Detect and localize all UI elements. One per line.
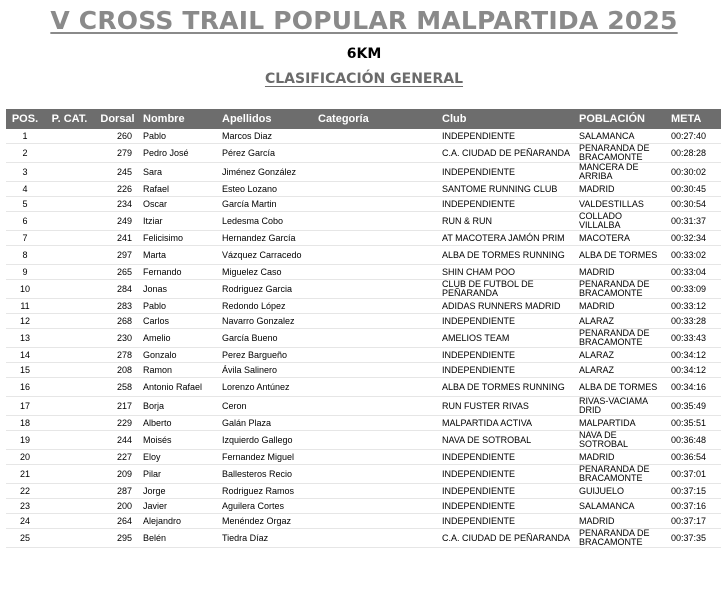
cell-poblacion: MADRID <box>576 299 668 314</box>
cell-dorsal: 226 <box>95 182 140 197</box>
cell-pcat <box>44 416 95 431</box>
cell-meta: 00:30:02 <box>668 163 721 182</box>
cell-apellidos: Galán Plaza <box>219 416 315 431</box>
cell-categoria <box>315 431 439 450</box>
cell-categoria <box>315 314 439 329</box>
table-row <box>6 265 721 280</box>
cell-pos: 3 <box>6 163 44 182</box>
cell-categoria <box>315 197 439 212</box>
cell-pcat <box>44 397 95 416</box>
table-row <box>6 378 721 397</box>
table-row <box>6 231 721 246</box>
cell-nombre: Felicisimo <box>140 231 219 246</box>
table-row <box>6 314 721 329</box>
cell-pos: 5 <box>6 197 44 212</box>
cell-dorsal: 287 <box>95 484 140 499</box>
cell-nombre: Pablo <box>140 299 219 314</box>
cell-meta: 00:34:12 <box>668 348 721 363</box>
cell-apellidos: Ceron <box>219 397 315 416</box>
cell-poblacion: COLLADO VILLALBA <box>576 212 668 231</box>
cell-categoria <box>315 514 439 529</box>
cell-pcat <box>44 484 95 499</box>
cell-meta: 00:27:40 <box>668 129 721 144</box>
cell-poblacion: ALARAZ <box>576 363 668 378</box>
cell-nombre: Borja <box>140 397 219 416</box>
table-row <box>6 163 721 182</box>
cell-poblacion: GUIJUELO <box>576 484 668 499</box>
col-header-categoria: Categoría <box>315 109 439 129</box>
cell-categoria <box>315 378 439 397</box>
cell-poblacion: SALAMANCA <box>576 499 668 514</box>
cell-poblacion: RIVAS-VACIAMA DRID <box>576 397 668 416</box>
cell-club: INDEPENDIENTE <box>439 465 576 484</box>
cell-meta: 00:34:16 <box>668 378 721 397</box>
cell-club: RUN & RUN <box>439 212 576 231</box>
cell-dorsal: 229 <box>95 416 140 431</box>
cell-meta: 00:33:43 <box>668 329 721 348</box>
table-row <box>6 416 721 431</box>
cell-meta: 00:35:51 <box>668 416 721 431</box>
cell-dorsal: 295 <box>95 529 140 548</box>
table-body <box>6 129 721 548</box>
cell-pcat <box>44 299 95 314</box>
cell-pcat <box>44 465 95 484</box>
cell-dorsal: 234 <box>95 197 140 212</box>
cell-meta: 00:32:34 <box>668 231 721 246</box>
cell-club: AMELIOS TEAM <box>439 329 576 348</box>
col-header-pcat: P. CAT. <box>44 109 95 129</box>
cell-nombre: Javier <box>140 499 219 514</box>
cell-meta: 00:30:54 <box>668 197 721 212</box>
cell-pos: 6 <box>6 212 44 231</box>
cell-poblacion: SALAMANCA <box>576 129 668 144</box>
cell-pos: 25 <box>6 529 44 548</box>
cell-dorsal: 245 <box>95 163 140 182</box>
table-row <box>6 431 721 450</box>
cell-nombre: Alberto <box>140 416 219 431</box>
cell-meta: 00:33:12 <box>668 299 721 314</box>
cell-dorsal: 208 <box>95 363 140 378</box>
cell-nombre: Sara <box>140 163 219 182</box>
cell-categoria <box>315 397 439 416</box>
table-row <box>6 212 721 231</box>
cell-pos: 21 <box>6 465 44 484</box>
col-header-apellidos: Apellidos <box>219 109 315 129</box>
cell-dorsal: 230 <box>95 329 140 348</box>
cell-meta: 00:37:17 <box>668 514 721 529</box>
table-row <box>6 182 721 197</box>
cell-pcat <box>44 144 95 163</box>
cell-categoria <box>315 280 439 299</box>
cell-pcat <box>44 514 95 529</box>
cell-meta: 00:37:01 <box>668 465 721 484</box>
distance-label: 6KM <box>346 46 382 62</box>
cell-pos: 13 <box>6 329 44 348</box>
cell-nombre: Moisés <box>140 431 219 450</box>
cell-categoria <box>315 212 439 231</box>
cell-pcat <box>44 378 95 397</box>
cell-club: INDEPENDIENTE <box>439 363 576 378</box>
cell-meta: 00:33:09 <box>668 280 721 299</box>
cell-dorsal: 241 <box>95 231 140 246</box>
cell-pcat <box>44 231 95 246</box>
table-row <box>6 363 721 378</box>
cell-apellidos: Ávila Salinero <box>219 363 315 378</box>
cell-apellidos: Navarro Gonzalez <box>219 314 315 329</box>
cell-meta: 00:28:28 <box>668 144 721 163</box>
table-row <box>6 329 721 348</box>
cell-categoria <box>315 499 439 514</box>
cell-poblacion: MADRID <box>576 182 668 197</box>
cell-apellidos: Izquierdo Gallego <box>219 431 315 450</box>
cell-nombre: Oscar <box>140 197 219 212</box>
cell-poblacion: MACOTERA <box>576 231 668 246</box>
cell-meta: 00:34:12 <box>668 363 721 378</box>
cell-meta: 00:31:37 <box>668 212 721 231</box>
cell-poblacion: MALPARTIDA <box>576 416 668 431</box>
cell-meta: 00:36:54 <box>668 450 721 465</box>
cell-apellidos: Marcos Diaz <box>219 129 315 144</box>
cell-nombre: Pablo <box>140 129 219 144</box>
cell-categoria <box>315 529 439 548</box>
cell-poblacion: ALARAZ <box>576 314 668 329</box>
cell-dorsal: 249 <box>95 212 140 231</box>
table-row <box>6 484 721 499</box>
cell-apellidos: García Martin <box>219 197 315 212</box>
cell-pos: 17 <box>6 397 44 416</box>
cell-nombre: Pedro José <box>140 144 219 163</box>
cell-club: SANTOME RUNNING CLUB <box>439 182 576 197</box>
cell-dorsal: 278 <box>95 348 140 363</box>
cell-pos: 8 <box>6 246 44 265</box>
cell-categoria <box>315 299 439 314</box>
cell-pcat <box>44 182 95 197</box>
cell-pcat <box>44 265 95 280</box>
cell-nombre: Carlos <box>140 314 219 329</box>
cell-pcat <box>44 431 95 450</box>
cell-club: NAVA DE SOTROBAL <box>439 431 576 450</box>
cell-apellidos: Perez Bargueño <box>219 348 315 363</box>
cell-pos: 23 <box>6 499 44 514</box>
cell-club: INDEPENDIENTE <box>439 484 576 499</box>
cell-apellidos: Tiedra Díaz <box>219 529 315 548</box>
table-row <box>6 348 721 363</box>
cell-categoria <box>315 163 439 182</box>
cell-pos: 16 <box>6 378 44 397</box>
cell-pcat <box>44 246 95 265</box>
cell-dorsal: 268 <box>95 314 140 329</box>
cell-poblacion: PEÑARANDA DE BRACAMONTE <box>576 280 668 299</box>
cell-meta: 00:36:48 <box>668 431 721 450</box>
table-row <box>6 450 721 465</box>
cell-nombre: Itziar <box>140 212 219 231</box>
cell-pos: 9 <box>6 265 44 280</box>
cell-meta: 00:35:49 <box>668 397 721 416</box>
cell-club: ALBA DE TORMES RUNNING <box>439 378 576 397</box>
cell-poblacion: MANCERA DE ARRIBA <box>576 163 668 182</box>
table-row <box>6 246 721 265</box>
cell-poblacion: ALBA DE TORMES <box>576 378 668 397</box>
cell-nombre: Marta <box>140 246 219 265</box>
cell-pcat <box>44 363 95 378</box>
cell-club: C.A. CIUDAD DE PEÑARANDA <box>439 144 576 163</box>
cell-poblacion: NAVA DE SOTROBAL <box>576 431 668 450</box>
cell-poblacion: PEÑARANDA DE BRACAMONTE <box>576 329 668 348</box>
classification-subtitle: CLASIFICACIÓN GENERAL <box>264 71 464 87</box>
col-header-dorsal: Dorsal <box>95 109 140 129</box>
cell-categoria <box>315 484 439 499</box>
table-row <box>6 465 721 484</box>
table-row <box>6 129 721 144</box>
cell-club: RUN FUSTER RIVAS <box>439 397 576 416</box>
cell-club: INDEPENDIENTE <box>439 348 576 363</box>
cell-poblacion: MADRID <box>576 265 668 280</box>
cell-categoria <box>315 348 439 363</box>
cell-pos: 11 <box>6 299 44 314</box>
cell-pos: 10 <box>6 280 44 299</box>
cell-pcat <box>44 212 95 231</box>
cell-categoria <box>315 450 439 465</box>
cell-dorsal: 217 <box>95 397 140 416</box>
cell-meta: 00:37:16 <box>668 499 721 514</box>
col-header-pos: POS. <box>6 109 44 129</box>
cell-dorsal: 258 <box>95 378 140 397</box>
table-row <box>6 529 721 548</box>
cell-club: ALBA DE TORMES RUNNING <box>439 246 576 265</box>
cell-club: SHIN CHAM POO <box>439 265 576 280</box>
cell-club: INDEPENDIENTE <box>439 129 576 144</box>
cell-dorsal: 297 <box>95 246 140 265</box>
cell-club: INDEPENDIENTE <box>439 450 576 465</box>
cell-poblacion: PEÑARANDA DE BRACAMONTE <box>576 465 668 484</box>
cell-club: AT MACOTERA JAMÓN PRIM <box>439 231 576 246</box>
col-header-meta: META <box>668 109 721 129</box>
cell-club: MALPARTIDA ACTIVA <box>439 416 576 431</box>
cell-pos: 24 <box>6 514 44 529</box>
cell-pos: 7 <box>6 231 44 246</box>
cell-pcat <box>44 129 95 144</box>
cell-club: INDEPENDIENTE <box>439 197 576 212</box>
cell-poblacion: ALARAZ <box>576 348 668 363</box>
cell-dorsal: 283 <box>95 299 140 314</box>
cell-poblacion: VALDESTILLAS <box>576 197 668 212</box>
cell-nombre: Ramon <box>140 363 219 378</box>
table-row <box>6 514 721 529</box>
cell-club: INDEPENDIENTE <box>439 499 576 514</box>
cell-apellidos: Rodriguez Ramos <box>219 484 315 499</box>
cell-dorsal: 244 <box>95 431 140 450</box>
cell-apellidos: Miguelez Caso <box>219 265 315 280</box>
cell-dorsal: 265 <box>95 265 140 280</box>
cell-poblacion: PEÑARANDA DE BRACAMONTE <box>576 529 668 548</box>
page-title: V CROSS TRAIL POPULAR MALPARTIDA 2025 <box>50 6 678 35</box>
cell-dorsal: 264 <box>95 514 140 529</box>
cell-dorsal: 284 <box>95 280 140 299</box>
cell-club: INDEPENDIENTE <box>439 514 576 529</box>
cell-meta: 00:33:04 <box>668 265 721 280</box>
cell-pos: 22 <box>6 484 44 499</box>
col-header-club: Club <box>439 109 576 129</box>
cell-dorsal: 260 <box>95 129 140 144</box>
cell-club: INDEPENDIENTE <box>439 163 576 182</box>
cell-pos: 20 <box>6 450 44 465</box>
cell-apellidos: García Bueno <box>219 329 315 348</box>
cell-club: INDEPENDIENTE <box>439 314 576 329</box>
cell-apellidos: Esteo Lozano <box>219 182 315 197</box>
cell-pcat <box>44 450 95 465</box>
cell-apellidos: Aguilera Cortes <box>219 499 315 514</box>
cell-dorsal: 227 <box>95 450 140 465</box>
cell-poblacion: PEÑARANDA DE BRACAMONTE <box>576 144 668 163</box>
col-header-nombre: Nombre <box>140 109 219 129</box>
cell-pos: 18 <box>6 416 44 431</box>
cell-pcat <box>44 499 95 514</box>
cell-pcat <box>44 280 95 299</box>
cell-categoria <box>315 265 439 280</box>
cell-club: CLUB DE FUTBOL DE PEÑARANDA <box>439 280 576 299</box>
cell-club: C.A. CIUDAD DE PEÑARANDA <box>439 529 576 548</box>
cell-pcat <box>44 529 95 548</box>
cell-pcat <box>44 329 95 348</box>
table-row <box>6 144 721 163</box>
cell-apellidos: Rodriguez Garcia <box>219 280 315 299</box>
cell-nombre: Amelio <box>140 329 219 348</box>
cell-categoria <box>315 465 439 484</box>
cell-dorsal: 279 <box>95 144 140 163</box>
cell-nombre: Belén <box>140 529 219 548</box>
cell-nombre: Gonzalo <box>140 348 219 363</box>
cell-apellidos: Redondo López <box>219 299 315 314</box>
cell-categoria <box>315 182 439 197</box>
table-row <box>6 280 721 299</box>
cell-apellidos: Vázquez Carracedo <box>219 246 315 265</box>
cell-meta: 00:33:28 <box>668 314 721 329</box>
cell-dorsal: 209 <box>95 465 140 484</box>
cell-pcat <box>44 314 95 329</box>
cell-nombre: Jorge <box>140 484 219 499</box>
cell-pcat <box>44 348 95 363</box>
cell-poblacion: MADRID <box>576 450 668 465</box>
cell-pos: 14 <box>6 348 44 363</box>
table-row <box>6 397 721 416</box>
cell-apellidos: Hernandez García <box>219 231 315 246</box>
cell-apellidos: Pérez García <box>219 144 315 163</box>
cell-apellidos: Ballesteros Recio <box>219 465 315 484</box>
cell-categoria <box>315 144 439 163</box>
cell-poblacion: MADRID <box>576 514 668 529</box>
cell-nombre: Antonio Rafael <box>140 378 219 397</box>
results-table <box>6 109 721 548</box>
cell-pos: 2 <box>6 144 44 163</box>
cell-nombre: Fernando <box>140 265 219 280</box>
cell-meta: 00:37:15 <box>668 484 721 499</box>
cell-nombre: Eloy <box>140 450 219 465</box>
cell-categoria <box>315 329 439 348</box>
cell-pcat <box>44 163 95 182</box>
col-header-poblacion: POBLACIÓN <box>576 109 668 129</box>
cell-apellidos: Lorenzo Antúnez <box>219 378 315 397</box>
table-row <box>6 197 721 212</box>
cell-poblacion: ALBA DE TORMES <box>576 246 668 265</box>
cell-pos: 19 <box>6 431 44 450</box>
cell-pos: 1 <box>6 129 44 144</box>
cell-meta: 00:30:45 <box>668 182 721 197</box>
cell-categoria <box>315 129 439 144</box>
cell-nombre: Alejandro <box>140 514 219 529</box>
table-header <box>6 109 721 129</box>
cell-meta: 00:33:02 <box>668 246 721 265</box>
cell-pos: 4 <box>6 182 44 197</box>
cell-apellidos: Menéndez Orgaz <box>219 514 315 529</box>
cell-apellidos: Ledesma Cobo <box>219 212 315 231</box>
cell-apellidos: Fernandez Miguel <box>219 450 315 465</box>
cell-pcat <box>44 197 95 212</box>
table-row <box>6 299 721 314</box>
cell-categoria <box>315 363 439 378</box>
cell-categoria <box>315 416 439 431</box>
cell-pos: 12 <box>6 314 44 329</box>
cell-nombre: Rafael <box>140 182 219 197</box>
cell-categoria <box>315 246 439 265</box>
cell-club: ADIDAS RUNNERS MADRID <box>439 299 576 314</box>
cell-dorsal: 200 <box>95 499 140 514</box>
cell-nombre: Jonas <box>140 280 219 299</box>
cell-apellidos: Jiménez González <box>219 163 315 182</box>
cell-nombre: Pilar <box>140 465 219 484</box>
cell-pos: 15 <box>6 363 44 378</box>
cell-meta: 00:37:35 <box>668 529 721 548</box>
cell-categoria <box>315 231 439 246</box>
table-row <box>6 499 721 514</box>
